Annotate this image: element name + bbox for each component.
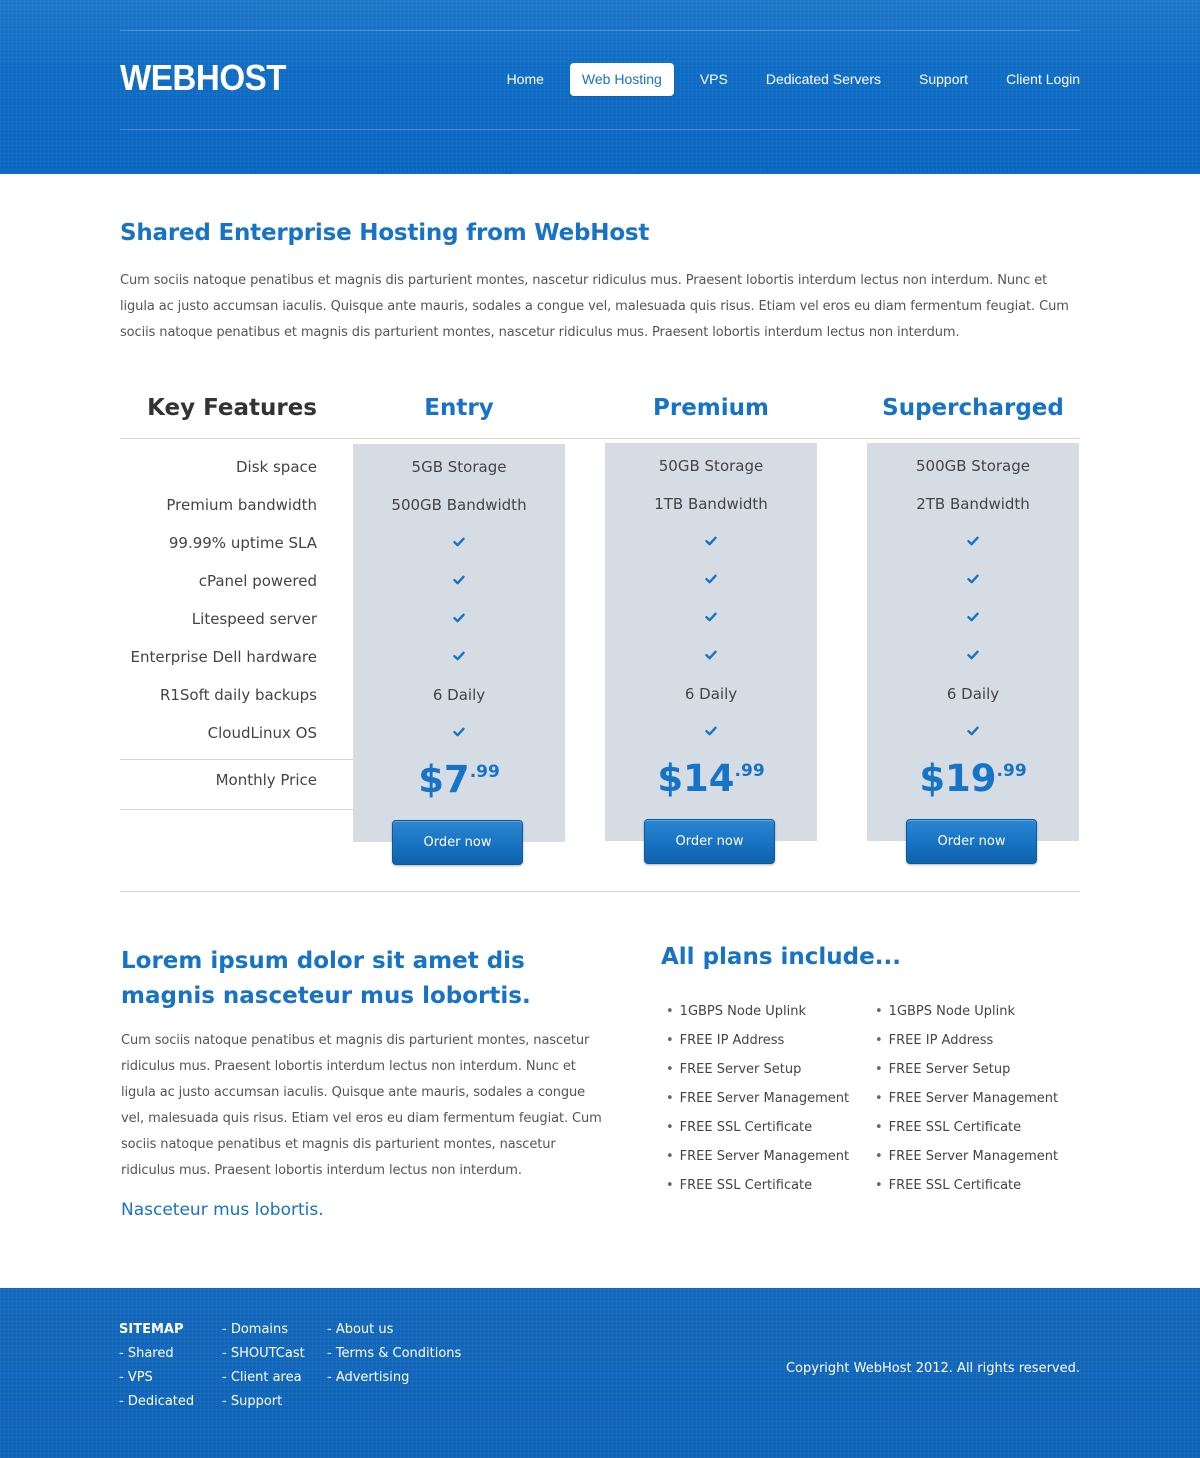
check-icon xyxy=(605,608,817,628)
key-features-title: Key Features xyxy=(147,395,317,421)
plan-column-premium xyxy=(605,443,817,841)
check-icon xyxy=(605,532,817,552)
plan-include-item: • FREE SSL Certificate xyxy=(875,1171,1058,1200)
plan-column-supercharged xyxy=(867,443,1079,841)
check-icon xyxy=(353,609,565,629)
nav-web-hosting[interactable]: Web Hosting xyxy=(570,63,674,96)
footer-link-support[interactable]: - Support xyxy=(222,1394,283,1409)
nav-home[interactable]: Home xyxy=(506,71,544,87)
copyright-text: Copyright WebHost 2012. All rights reserved. xyxy=(785,1361,1080,1376)
check-icon xyxy=(353,533,565,553)
order-now-button-premium[interactable]: Order now xyxy=(644,819,775,864)
footer-link-dedicated[interactable]: - Dedicated xyxy=(119,1394,195,1409)
section-divider xyxy=(120,891,1080,892)
check-icon xyxy=(867,722,1079,742)
plan-feature-value: 6 Daily xyxy=(684,685,738,703)
feature-label: Premium bandwidth xyxy=(166,496,317,514)
plan-include-item: • FREE SSL Certificate xyxy=(875,1113,1058,1142)
price-dollars: $19 xyxy=(919,757,997,800)
plan-feature-value: 2TB Bandwidth xyxy=(916,495,1030,513)
plans-include-list-2 xyxy=(875,997,1058,1200)
site-logo[interactable]: WEBHOST xyxy=(120,57,287,98)
lorem-subheading: Nasceteur mus lobortis. xyxy=(121,1200,324,1220)
header-bottom-rule xyxy=(120,129,1080,130)
check-icon xyxy=(353,571,565,591)
footer-sitemap-col-1 xyxy=(119,1318,194,1414)
footer-link-vps[interactable]: - VPS xyxy=(119,1370,153,1385)
feature-label: CloudLinux OS xyxy=(207,724,317,742)
check-icon xyxy=(605,722,817,742)
plan-include-item: • FREE SSL Certificate xyxy=(666,1171,849,1200)
lorem-paragraph: Cum sociis natoque penatibus et magnis dis parturient montes, nascetur ridiculus mus. Praesent lobortis interdum lectus non interdum. Nunc et ligula ac justo accumsan iaculis. Quisque ante mauris, sodales a congue vel, malesuada quis risus. Etiam vel eros eu diam fermentum feugiat. Cum sociis natoque penatibus et magnis dis parturient montes, nascetur ridiculus mus. Praesent lobortis interdum lectus non interdum. xyxy=(121,1033,602,1178)
plans-include-heading: All plans include... xyxy=(661,944,901,970)
plan-price xyxy=(867,757,1079,800)
price-dollars: $7 xyxy=(418,758,470,801)
price-cents: .99 xyxy=(734,761,765,781)
plan-feature-value: 500GB Bandwidth xyxy=(391,496,527,514)
plans-include-list-1 xyxy=(666,997,849,1200)
plan-title-premium: Premium xyxy=(653,395,769,421)
footer-sitemap-col-2 xyxy=(222,1318,305,1414)
plan-title-supercharged: Supercharged xyxy=(882,395,1064,421)
check-icon xyxy=(867,608,1079,628)
nav-dedicated-servers[interactable]: Dedicated Servers xyxy=(765,71,882,87)
check-icon xyxy=(605,646,817,666)
footer-link-advertising[interactable]: - Advertising xyxy=(327,1370,410,1385)
check-icon xyxy=(353,723,565,743)
intro-paragraph: Cum sociis natoque penatibus et magnis dis parturient montes, nascetur ridiculus mus. Praesent lobortis interdum lectus non interdum. Nunc et ligula ac justo accumsan iaculis. Quisque ante mauris, sodales a congue vel, malesuada quis risus. Etiam vel eros eu diam fermentum feugiat. Cum sociis natoque penatibus et magnis dis parturient montes, nascetur ridiculus mus. Praesent lobortis interdum lectus non interdum. xyxy=(120,273,1069,340)
plan-include-item: • FREE SSL Certificate xyxy=(666,1113,849,1142)
header-top-rule xyxy=(120,30,1080,31)
footer-link-client-area[interactable]: - Client area xyxy=(222,1370,302,1385)
plan-column-entry xyxy=(353,444,565,842)
plan-price xyxy=(605,757,817,800)
plan-feature-value: 6 Daily xyxy=(946,685,1000,703)
plan-include-item: • 1GBPS Node Uplink xyxy=(875,997,1058,1026)
price-top-rule xyxy=(120,759,353,760)
feature-label: Disk space xyxy=(236,458,317,476)
footer-sitemap-title: SITEMAP xyxy=(119,1322,184,1337)
plan-include-item: • FREE Server Setup xyxy=(875,1055,1058,1084)
plan-include-item: • FREE Server Management xyxy=(875,1084,1058,1113)
feature-label: Litespeed server xyxy=(191,610,317,628)
nav-support[interactable]: Support xyxy=(919,71,969,87)
footer-link-shoutcast[interactable]: - SHOUTCast xyxy=(222,1346,305,1361)
order-now-button-supercharged[interactable]: Order now xyxy=(906,819,1037,864)
site-footer xyxy=(0,1288,1200,1458)
plan-feature-value: 50GB Storage xyxy=(658,457,764,475)
monthly-price-label: Monthly Price xyxy=(215,771,317,789)
check-icon xyxy=(353,647,565,667)
feature-label: cPanel powered xyxy=(198,572,317,590)
price-cents: .99 xyxy=(469,762,500,782)
page-title: Shared Enterprise Hosting from WebHost xyxy=(120,220,650,246)
feature-label: 99.99% uptime SLA xyxy=(168,534,317,552)
plan-include-item: • FREE Server Management xyxy=(666,1142,849,1171)
plan-include-item: • FREE Server Setup xyxy=(666,1055,849,1084)
footer-link-shared[interactable]: - Shared xyxy=(119,1346,174,1361)
plan-include-item: • 1GBPS Node Uplink xyxy=(666,997,849,1026)
plan-include-item: • FREE IP Address xyxy=(875,1026,1058,1055)
plan-feature-value: 6 Daily xyxy=(432,686,486,704)
plan-feature-value: 5GB Storage xyxy=(411,458,507,476)
price-bottom-rule xyxy=(120,809,353,810)
pricing-header-rule xyxy=(120,438,1080,439)
nav-vps[interactable]: VPS xyxy=(699,71,728,87)
lorem-heading: Lorem ipsum dolor sit amet dis magnis nasceteur mus lobortis. xyxy=(121,948,531,1009)
price-cents: .99 xyxy=(996,761,1027,781)
feature-label: R1Soft daily backups xyxy=(159,686,317,704)
check-icon xyxy=(605,570,817,590)
main-nav xyxy=(481,63,1080,96)
plan-include-item: • FREE Server Management xyxy=(875,1142,1058,1171)
footer-sitemap-col-3 xyxy=(327,1318,461,1390)
footer-link-domains[interactable]: - Domains xyxy=(222,1322,289,1337)
plan-include-item: • FREE IP Address xyxy=(666,1026,849,1055)
price-dollars: $14 xyxy=(657,757,735,800)
footer-link-terms[interactable]: - Terms & Conditions xyxy=(327,1346,462,1361)
plan-include-item: • FREE Server Management xyxy=(666,1084,849,1113)
order-now-button-entry[interactable]: Order now xyxy=(392,820,523,865)
plan-feature-value: 500GB Storage xyxy=(915,457,1030,475)
nav-client-login[interactable]: Client Login xyxy=(1006,71,1080,87)
check-icon xyxy=(867,532,1079,552)
plan-price xyxy=(353,758,565,801)
footer-link-about-us[interactable]: - About us xyxy=(327,1322,394,1337)
feature-label: Enterprise Dell hardware xyxy=(130,648,317,666)
plan-title-entry: Entry xyxy=(424,395,494,421)
site-header xyxy=(0,0,1200,174)
check-icon xyxy=(867,646,1079,666)
plan-feature-value: 1TB Bandwidth xyxy=(654,495,768,513)
check-icon xyxy=(867,570,1079,590)
